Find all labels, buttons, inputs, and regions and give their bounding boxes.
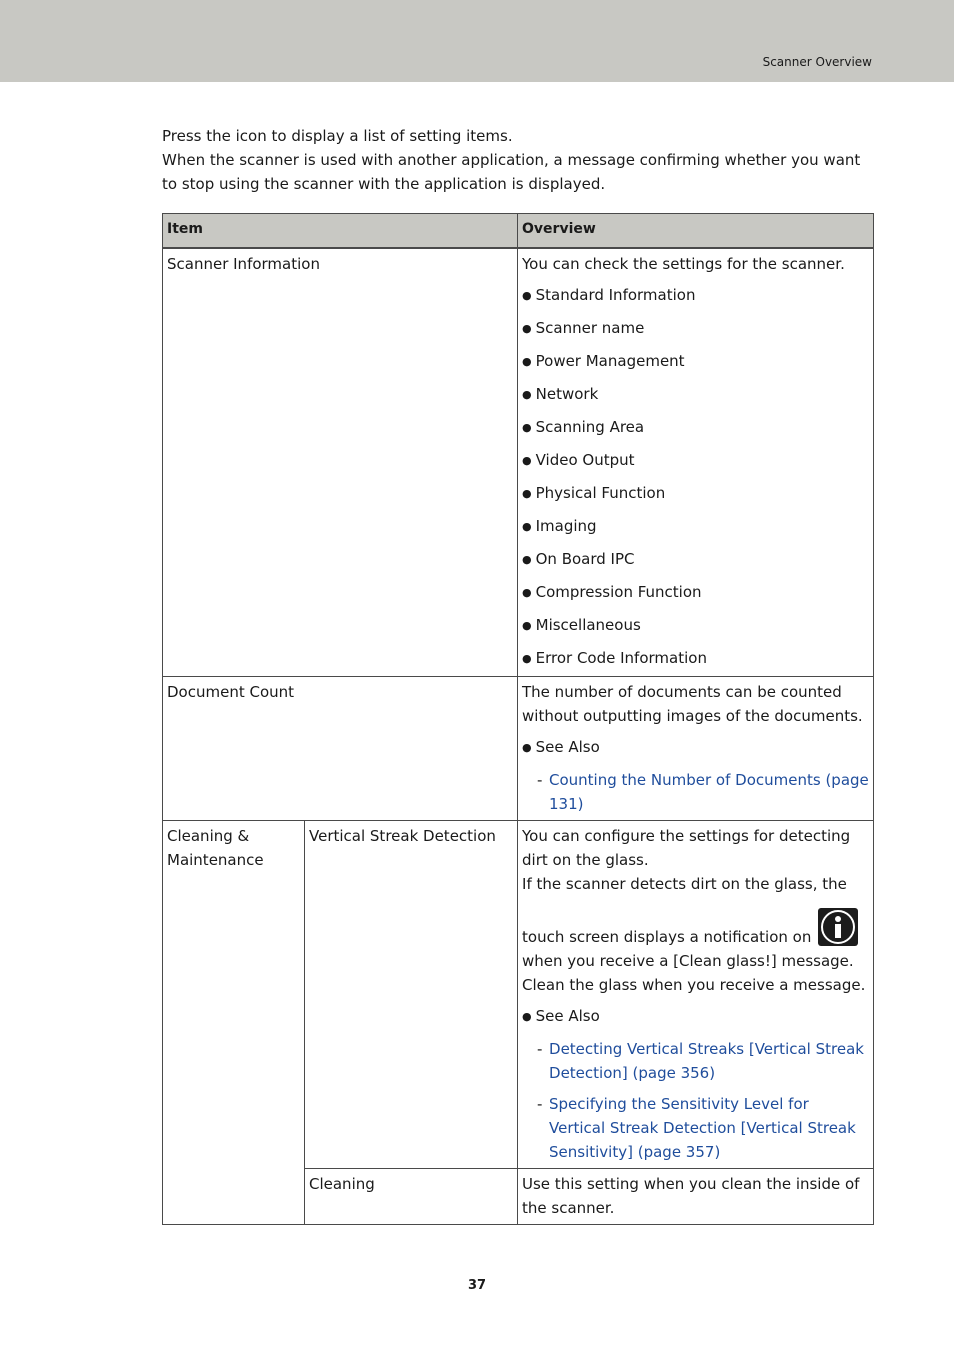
header-item: Item	[163, 214, 518, 249]
list-item: ● Compression Function	[522, 580, 869, 606]
link-item: - Detecting Vertical Streaks [Vertical Streak Detection] (page 356)	[522, 1037, 869, 1085]
link-vertical-streak-sensitivity[interactable]: Specifying the Sensitivity Level for Vertical Streak Detection [Vertical Streak Sensitivity] (page 357)	[549, 1095, 856, 1161]
list-item: ● Error Code Information	[522, 646, 869, 672]
table-row	[163, 248, 874, 677]
scanner-information-description: You can check the settings for the scanner.	[522, 255, 845, 273]
table-header-row	[163, 214, 874, 249]
list-item: ● Scanning Area	[522, 415, 869, 441]
link-item: - Counting the Number of Documents (page 131)	[522, 768, 869, 816]
table-row	[163, 821, 874, 1169]
table-row	[163, 677, 874, 821]
list-item: ● Scanner name	[522, 316, 869, 342]
list-item: ● Miscellaneous	[522, 613, 869, 639]
vertical-streak-desc-2: If the scanner detects dirt on the glass, the	[522, 875, 847, 893]
settings-table	[162, 213, 874, 1225]
link-detecting-vertical-streaks[interactable]: Detecting Vertical Streaks [Vertical Streak Detection] (page 356)	[549, 1040, 864, 1082]
link-counting-documents[interactable]: Counting the Number of Documents (page 131)	[549, 771, 869, 813]
section-title: Scanner Overview	[762, 55, 872, 69]
page-number: 37	[467, 1278, 487, 1293]
overview-scanner-information	[518, 248, 874, 677]
subitem-vertical-streak-detection: Vertical Streak Detection	[305, 821, 518, 1169]
overview-document-count	[518, 677, 874, 821]
list-item: ● On Board IPC	[522, 547, 869, 573]
vertical-streak-desc-3: touch screen displays a notification on	[522, 928, 812, 946]
vertical-streak-desc-3-line	[522, 908, 869, 949]
list-item: ● Network	[522, 382, 869, 408]
header-band	[0, 0, 954, 82]
intro-text	[162, 124, 872, 196]
intro-line-2: When the scanner is used with another application, a message confirming whether you want to stop using the scanner with the application is displayed.	[162, 151, 861, 193]
link-item: - Specifying the Sensitivity Level for Vertical Streak Detection [Vertical Streak Sensitivity] (page 357)	[522, 1092, 869, 1164]
vertical-streak-desc-1: You can configure the settings for detecting dirt on the glass.	[522, 827, 851, 869]
list-item: ● Video Output	[522, 448, 869, 474]
header-overview: Overview	[518, 214, 874, 249]
item-scanner-information: Scanner Information	[163, 248, 518, 677]
document-count-description: The number of documents can be counted without outputting images of the documents.	[522, 683, 863, 725]
list-item: ● Imaging	[522, 514, 869, 540]
see-also-label: ● See Also	[522, 735, 869, 761]
item-cleaning-maintenance: Cleaning & Maintenance	[163, 821, 305, 1225]
see-also-label: ● See Also	[522, 1004, 869, 1030]
list-item: ● Standard Information	[522, 283, 869, 309]
list-item: ● Power Management	[522, 349, 869, 375]
vertical-streak-desc-4: when you receive a [Clean glass!] message.	[522, 952, 854, 970]
overview-vertical-streak-detection	[518, 821, 874, 1169]
intro-line-1: Press the icon to display a list of setting items.	[162, 127, 513, 145]
info-icon	[818, 908, 858, 946]
list-item: ● Physical Function	[522, 481, 869, 507]
vertical-streak-desc-5: Clean the glass when you receive a message.	[522, 976, 866, 994]
overview-cleaning: Use this setting when you clean the inside of the scanner.	[518, 1169, 874, 1225]
subitem-cleaning: Cleaning	[305, 1169, 518, 1225]
item-document-count: Document Count	[163, 677, 518, 821]
